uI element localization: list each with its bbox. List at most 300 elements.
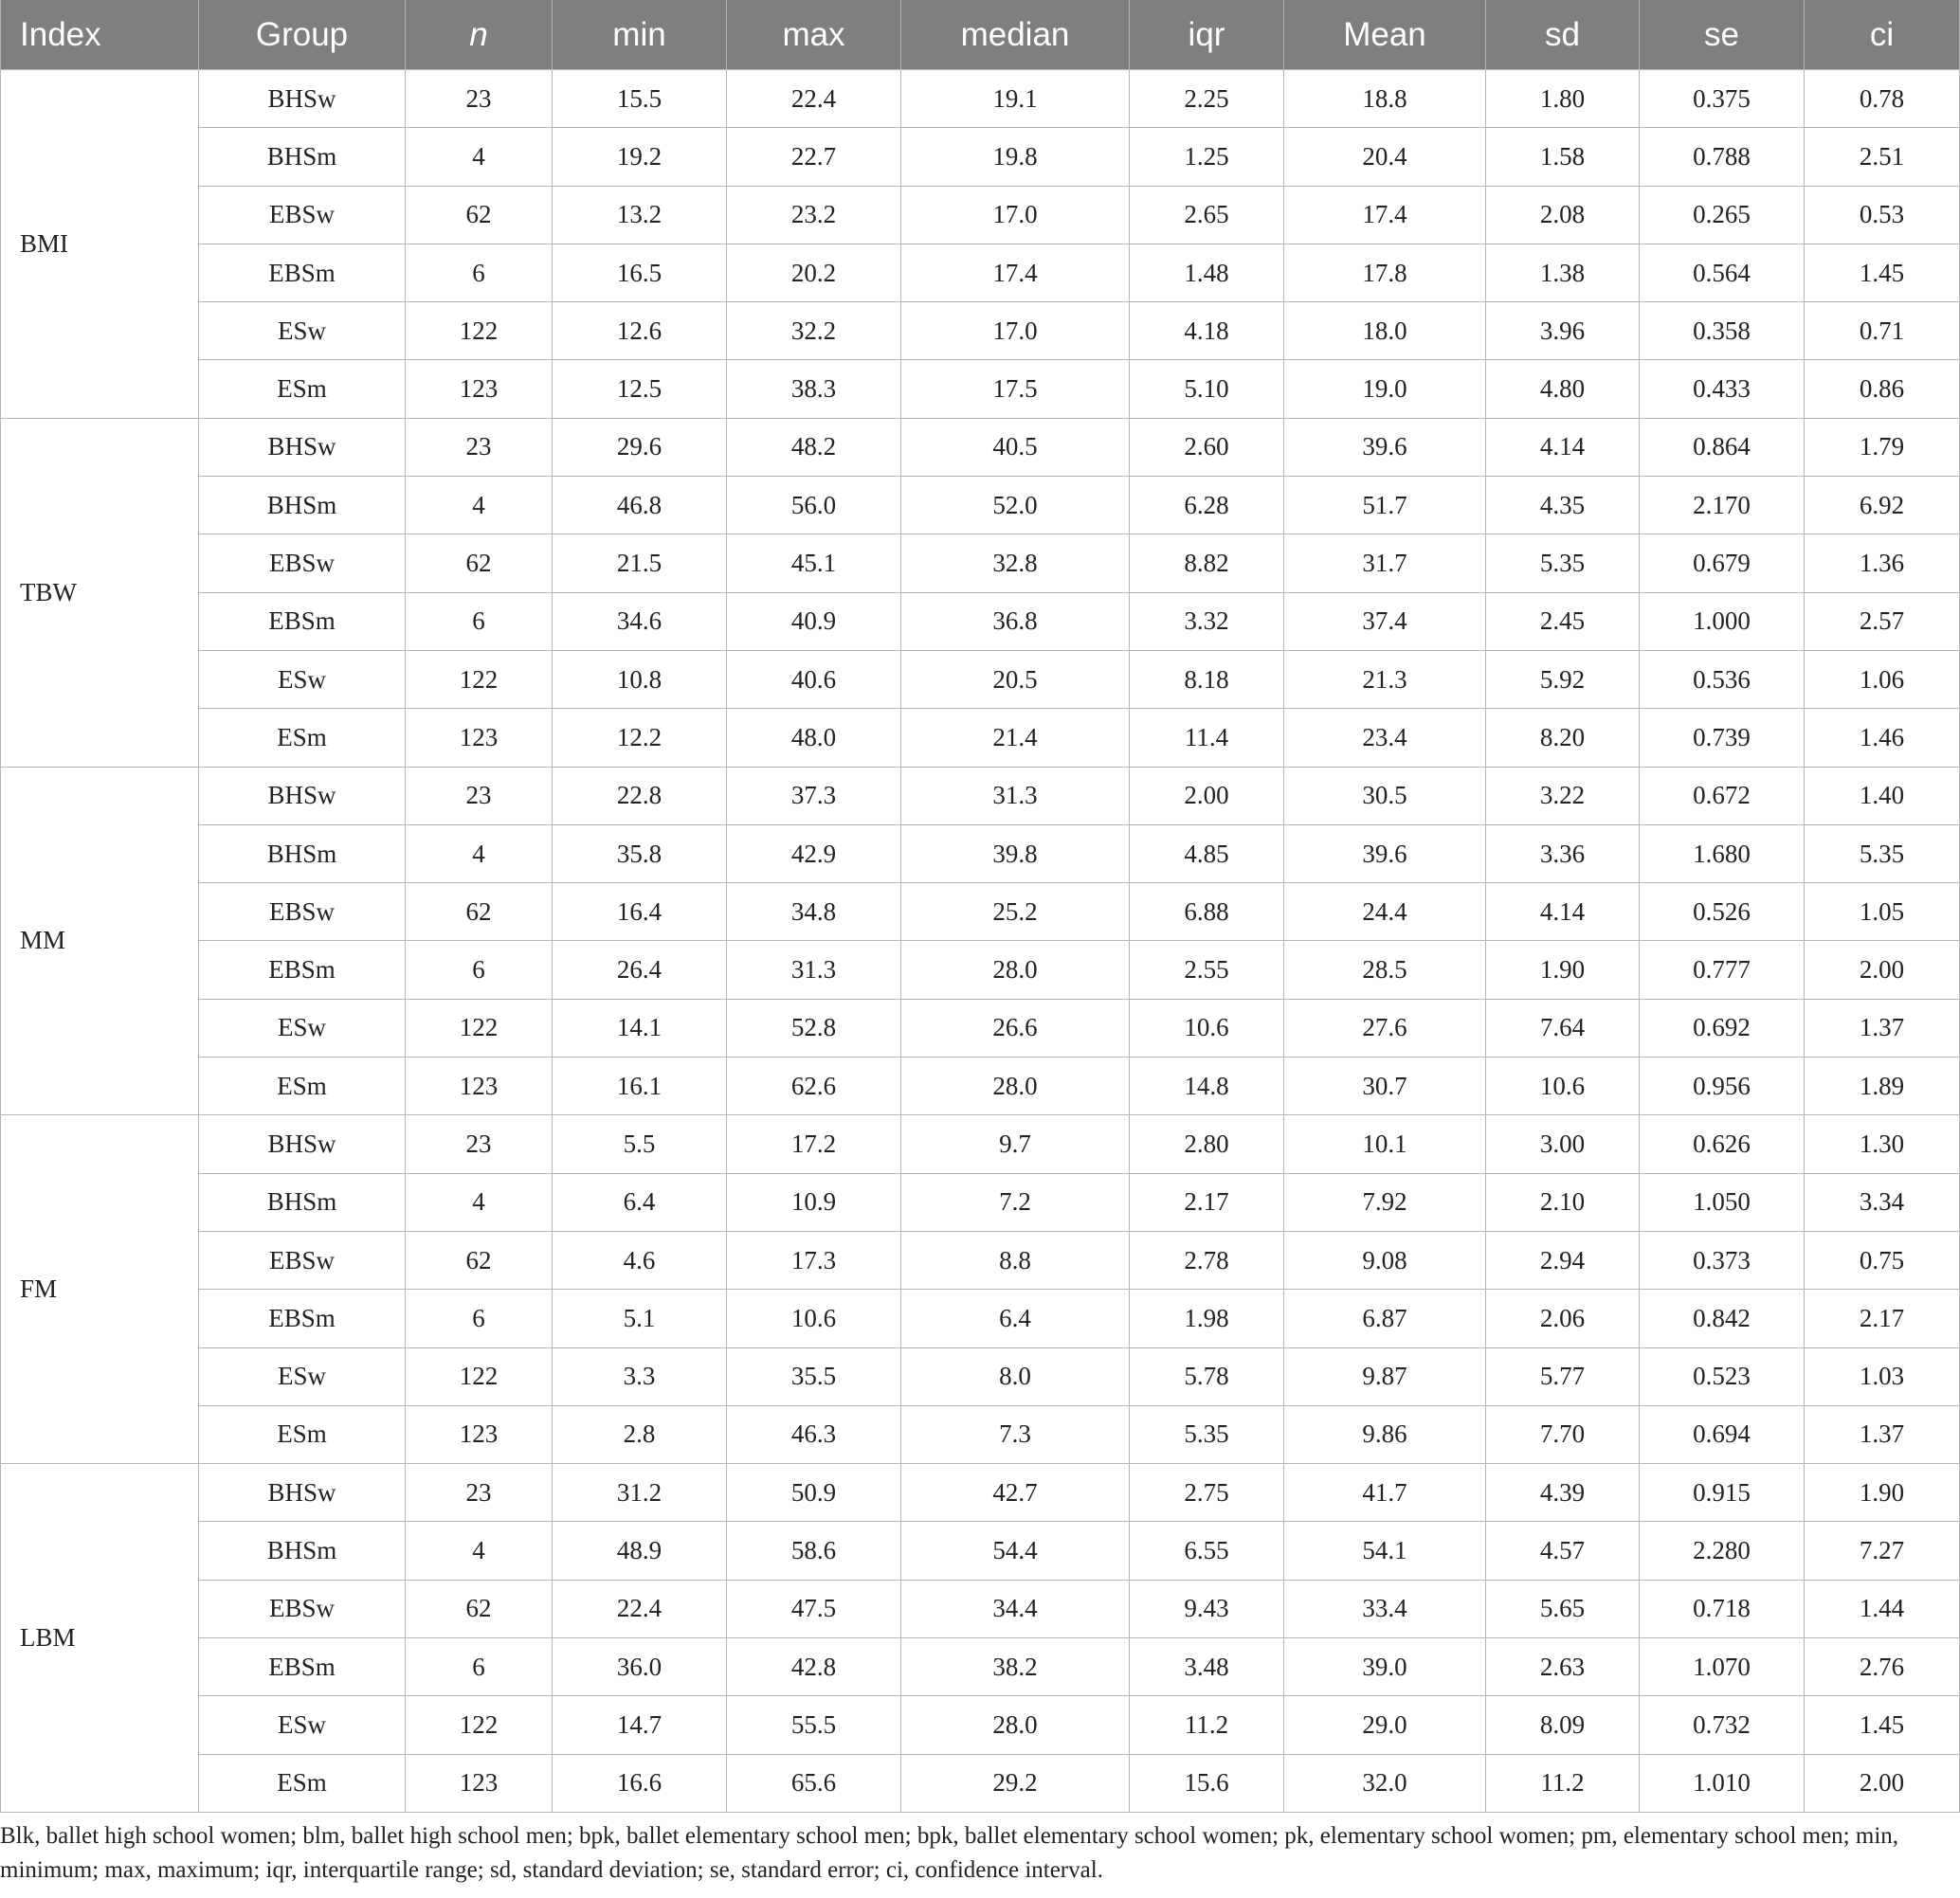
ci-cell: 1.45 bbox=[1805, 1696, 1960, 1754]
table-row bbox=[1, 1696, 1960, 1754]
table-row bbox=[1, 1754, 1960, 1812]
min-cell: 48.9 bbox=[553, 1522, 727, 1580]
table-row bbox=[1, 1173, 1960, 1231]
table-row bbox=[1, 1115, 1960, 1173]
iqr-cell: 6.55 bbox=[1130, 1522, 1284, 1580]
group-cell: ESw bbox=[199, 1347, 406, 1405]
sd-cell: 1.80 bbox=[1486, 70, 1640, 128]
median-cell: 54.4 bbox=[901, 1522, 1130, 1580]
max-cell: 23.2 bbox=[727, 186, 901, 244]
median-cell: 39.8 bbox=[901, 824, 1130, 882]
median-cell: 40.5 bbox=[901, 418, 1130, 476]
group-cell: EBSw bbox=[199, 534, 406, 592]
min-cell: 4.6 bbox=[553, 1231, 727, 1289]
table-row bbox=[1, 1347, 1960, 1405]
iqr-cell: 5.35 bbox=[1130, 1405, 1284, 1463]
min-cell: 21.5 bbox=[553, 534, 727, 592]
max-cell: 65.6 bbox=[727, 1754, 901, 1812]
table-row bbox=[1, 70, 1960, 128]
se-cell: 1.000 bbox=[1640, 592, 1805, 650]
table-row bbox=[1, 941, 1960, 999]
iqr-cell: 11.4 bbox=[1130, 709, 1284, 767]
ci-cell: 1.46 bbox=[1805, 709, 1960, 767]
median-cell: 28.0 bbox=[901, 941, 1130, 999]
n-cell: 6 bbox=[406, 1290, 553, 1347]
sd-cell: 4.14 bbox=[1486, 883, 1640, 941]
ci-cell: 5.35 bbox=[1805, 824, 1960, 882]
table-row bbox=[1, 824, 1960, 882]
mean-cell: 39.6 bbox=[1284, 824, 1486, 882]
ci-cell: 1.40 bbox=[1805, 767, 1960, 824]
sd-cell: 8.09 bbox=[1486, 1696, 1640, 1754]
n-cell: 4 bbox=[406, 1522, 553, 1580]
mean-cell: 31.7 bbox=[1284, 534, 1486, 592]
table-row bbox=[1, 1522, 1960, 1580]
mean-cell: 17.4 bbox=[1284, 186, 1486, 244]
group-cell: EBSm bbox=[199, 1638, 406, 1696]
sd-cell: 5.92 bbox=[1486, 650, 1640, 708]
sd-cell: 4.57 bbox=[1486, 1522, 1640, 1580]
min-cell: 35.8 bbox=[553, 824, 727, 882]
mean-cell: 27.6 bbox=[1284, 999, 1486, 1057]
iqr-cell: 2.00 bbox=[1130, 767, 1284, 824]
median-cell: 28.0 bbox=[901, 1696, 1130, 1754]
sd-cell: 1.38 bbox=[1486, 244, 1640, 301]
n-cell: 123 bbox=[406, 1754, 553, 1812]
sd-cell: 2.45 bbox=[1486, 592, 1640, 650]
median-cell: 26.6 bbox=[901, 999, 1130, 1057]
group-cell: EBSw bbox=[199, 1580, 406, 1637]
sd-cell: 2.08 bbox=[1486, 186, 1640, 244]
se-cell: 1.050 bbox=[1640, 1173, 1805, 1231]
max-cell: 32.2 bbox=[727, 302, 901, 360]
iqr-cell: 4.18 bbox=[1130, 302, 1284, 360]
table-row bbox=[1, 709, 1960, 767]
se-cell: 0.842 bbox=[1640, 1290, 1805, 1347]
group-cell: ESm bbox=[199, 1057, 406, 1115]
mean-cell: 9.08 bbox=[1284, 1231, 1486, 1289]
ci-cell: 1.05 bbox=[1805, 883, 1960, 941]
max-cell: 58.6 bbox=[727, 1522, 901, 1580]
se-cell: 0.788 bbox=[1640, 128, 1805, 186]
sd-cell: 3.96 bbox=[1486, 302, 1640, 360]
ci-cell: 7.27 bbox=[1805, 1522, 1960, 1580]
mean-cell: 18.0 bbox=[1284, 302, 1486, 360]
table-footnote: Blk, ballet high school women; blm, ballet high school men; bpk, ballet elementary school men; bpk, ballet elementary school women; pk, elementary school women; pm, elementary school men; min, minimum; max, maximum; iqr, interquartile range; sd, standard deviation; se, standard error; ci, confidence interval. bbox=[0, 1823, 1899, 1883]
min-cell: 14.7 bbox=[553, 1696, 727, 1754]
se-cell: 0.375 bbox=[1640, 70, 1805, 128]
sd-cell: 2.06 bbox=[1486, 1290, 1640, 1347]
max-cell: 10.9 bbox=[727, 1173, 901, 1231]
sd-cell: 4.80 bbox=[1486, 360, 1640, 418]
table-row bbox=[1, 128, 1960, 186]
se-cell: 0.672 bbox=[1640, 767, 1805, 824]
group-cell: ESm bbox=[199, 360, 406, 418]
header-iqr: iqr bbox=[1130, 0, 1284, 70]
table-row bbox=[1, 999, 1960, 1057]
median-cell: 20.5 bbox=[901, 650, 1130, 708]
se-cell: 0.777 bbox=[1640, 941, 1805, 999]
group-cell: EBSm bbox=[199, 941, 406, 999]
max-cell: 20.2 bbox=[727, 244, 901, 301]
sd-cell: 2.94 bbox=[1486, 1231, 1640, 1289]
sd-cell: 11.2 bbox=[1486, 1754, 1640, 1812]
sd-cell: 8.20 bbox=[1486, 709, 1640, 767]
max-cell: 17.2 bbox=[727, 1115, 901, 1173]
n-cell: 62 bbox=[406, 1580, 553, 1637]
table-row bbox=[1, 1638, 1960, 1696]
se-cell: 0.358 bbox=[1640, 302, 1805, 360]
sd-cell: 5.65 bbox=[1486, 1580, 1640, 1637]
n-cell: 6 bbox=[406, 244, 553, 301]
header-median: median bbox=[901, 0, 1130, 70]
iqr-cell: 2.55 bbox=[1130, 941, 1284, 999]
group-cell: ESw bbox=[199, 999, 406, 1057]
n-cell: 4 bbox=[406, 824, 553, 882]
ci-cell: 1.37 bbox=[1805, 999, 1960, 1057]
table-row bbox=[1, 302, 1960, 360]
iqr-cell: 1.98 bbox=[1130, 1290, 1284, 1347]
min-cell: 16.6 bbox=[553, 1754, 727, 1812]
ci-cell: 0.53 bbox=[1805, 186, 1960, 244]
group-cell: EBSm bbox=[199, 244, 406, 301]
min-cell: 22.8 bbox=[553, 767, 727, 824]
mean-cell: 30.7 bbox=[1284, 1057, 1486, 1115]
max-cell: 48.0 bbox=[727, 709, 901, 767]
table-row bbox=[1, 360, 1960, 418]
min-cell: 16.5 bbox=[553, 244, 727, 301]
sd-cell: 7.64 bbox=[1486, 999, 1640, 1057]
ci-cell: 0.78 bbox=[1805, 70, 1960, 128]
se-cell: 0.626 bbox=[1640, 1115, 1805, 1173]
se-cell: 0.732 bbox=[1640, 1696, 1805, 1754]
mean-cell: 39.6 bbox=[1284, 418, 1486, 476]
n-cell: 123 bbox=[406, 709, 553, 767]
median-cell: 7.2 bbox=[901, 1173, 1130, 1231]
se-cell: 0.864 bbox=[1640, 418, 1805, 476]
header-index: Index bbox=[1, 0, 199, 70]
median-cell: 8.8 bbox=[901, 1231, 1130, 1289]
group-cell: BHSm bbox=[199, 824, 406, 882]
group-cell: ESm bbox=[199, 1405, 406, 1463]
min-cell: 5.1 bbox=[553, 1290, 727, 1347]
mean-cell: 32.0 bbox=[1284, 1754, 1486, 1812]
se-cell: 0.564 bbox=[1640, 244, 1805, 301]
median-cell: 21.4 bbox=[901, 709, 1130, 767]
median-cell: 29.2 bbox=[901, 1754, 1130, 1812]
n-cell: 6 bbox=[406, 1638, 553, 1696]
n-cell: 62 bbox=[406, 1231, 553, 1289]
max-cell: 22.7 bbox=[727, 128, 901, 186]
mean-cell: 9.86 bbox=[1284, 1405, 1486, 1463]
max-cell: 46.3 bbox=[727, 1405, 901, 1463]
header-mean: Mean bbox=[1284, 0, 1486, 70]
group-cell: EBSm bbox=[199, 592, 406, 650]
n-cell: 122 bbox=[406, 302, 553, 360]
min-cell: 5.5 bbox=[553, 1115, 727, 1173]
group-cell: BHSw bbox=[199, 70, 406, 128]
table-row bbox=[1, 1290, 1960, 1347]
min-cell: 19.2 bbox=[553, 128, 727, 186]
group-cell: BHSm bbox=[199, 1173, 406, 1231]
iqr-cell: 2.17 bbox=[1130, 1173, 1284, 1231]
median-cell: 19.8 bbox=[901, 128, 1130, 186]
se-cell: 0.373 bbox=[1640, 1231, 1805, 1289]
mean-cell: 39.0 bbox=[1284, 1638, 1486, 1696]
max-cell: 38.3 bbox=[727, 360, 901, 418]
group-cell: EBSw bbox=[199, 1231, 406, 1289]
median-cell: 25.2 bbox=[901, 883, 1130, 941]
min-cell: 46.8 bbox=[553, 477, 727, 534]
median-cell: 19.1 bbox=[901, 70, 1130, 128]
mean-cell: 28.5 bbox=[1284, 941, 1486, 999]
table-body bbox=[1, 70, 1960, 1813]
max-cell: 37.3 bbox=[727, 767, 901, 824]
mean-cell: 9.87 bbox=[1284, 1347, 1486, 1405]
se-cell: 2.170 bbox=[1640, 477, 1805, 534]
min-cell: 31.2 bbox=[553, 1464, 727, 1522]
min-cell: 12.5 bbox=[553, 360, 727, 418]
ci-cell: 1.30 bbox=[1805, 1115, 1960, 1173]
iqr-cell: 8.18 bbox=[1130, 650, 1284, 708]
iqr-cell: 9.43 bbox=[1130, 1580, 1284, 1637]
sd-cell: 7.70 bbox=[1486, 1405, 1640, 1463]
median-cell: 36.8 bbox=[901, 592, 1130, 650]
ci-cell: 0.86 bbox=[1805, 360, 1960, 418]
min-cell: 26.4 bbox=[553, 941, 727, 999]
n-cell: 23 bbox=[406, 70, 553, 128]
median-cell: 17.0 bbox=[901, 186, 1130, 244]
iqr-cell: 3.32 bbox=[1130, 592, 1284, 650]
iqr-cell: 1.48 bbox=[1130, 244, 1284, 301]
n-cell: 62 bbox=[406, 883, 553, 941]
se-cell: 0.692 bbox=[1640, 999, 1805, 1057]
iqr-cell: 15.6 bbox=[1130, 1754, 1284, 1812]
header-se: se bbox=[1640, 0, 1805, 70]
ci-cell: 1.03 bbox=[1805, 1347, 1960, 1405]
mean-cell: 23.4 bbox=[1284, 709, 1486, 767]
min-cell: 6.4 bbox=[553, 1173, 727, 1231]
max-cell: 48.2 bbox=[727, 418, 901, 476]
max-cell: 10.6 bbox=[727, 1290, 901, 1347]
mean-cell: 10.1 bbox=[1284, 1115, 1486, 1173]
n-cell: 23 bbox=[406, 767, 553, 824]
median-cell: 7.3 bbox=[901, 1405, 1130, 1463]
ci-cell: 0.75 bbox=[1805, 1231, 1960, 1289]
sd-cell: 1.90 bbox=[1486, 941, 1640, 999]
group-cell: BHSw bbox=[199, 1464, 406, 1522]
max-cell: 35.5 bbox=[727, 1347, 901, 1405]
max-cell: 17.3 bbox=[727, 1231, 901, 1289]
sd-cell: 10.6 bbox=[1486, 1057, 1640, 1115]
se-cell: 0.915 bbox=[1640, 1464, 1805, 1522]
mean-cell: 33.4 bbox=[1284, 1580, 1486, 1637]
iqr-cell: 5.10 bbox=[1130, 360, 1284, 418]
group-cell: EBSw bbox=[199, 883, 406, 941]
n-cell: 23 bbox=[406, 418, 553, 476]
mean-cell: 24.4 bbox=[1284, 883, 1486, 941]
median-cell: 17.0 bbox=[901, 302, 1130, 360]
header-ci: ci bbox=[1805, 0, 1960, 70]
ci-cell: 1.45 bbox=[1805, 244, 1960, 301]
n-cell: 23 bbox=[406, 1115, 553, 1173]
sd-cell: 2.63 bbox=[1486, 1638, 1640, 1696]
table-row bbox=[1, 1464, 1960, 1522]
sd-cell: 3.00 bbox=[1486, 1115, 1640, 1173]
mean-cell: 29.0 bbox=[1284, 1696, 1486, 1754]
table-row bbox=[1, 244, 1960, 301]
n-cell: 123 bbox=[406, 1057, 553, 1115]
group-cell: EBSm bbox=[199, 1290, 406, 1347]
iqr-cell: 1.25 bbox=[1130, 128, 1284, 186]
median-cell: 28.0 bbox=[901, 1057, 1130, 1115]
iqr-cell: 5.78 bbox=[1130, 1347, 1284, 1405]
min-cell: 2.8 bbox=[553, 1405, 727, 1463]
iqr-cell: 4.85 bbox=[1130, 824, 1284, 882]
max-cell: 42.9 bbox=[727, 824, 901, 882]
max-cell: 50.9 bbox=[727, 1464, 901, 1522]
min-cell: 10.8 bbox=[553, 650, 727, 708]
median-cell: 38.2 bbox=[901, 1638, 1130, 1696]
sd-cell: 4.39 bbox=[1486, 1464, 1640, 1522]
ci-cell: 1.37 bbox=[1805, 1405, 1960, 1463]
group-cell: BHSw bbox=[199, 1115, 406, 1173]
sd-cell: 3.36 bbox=[1486, 824, 1640, 882]
group-cell: BHSm bbox=[199, 477, 406, 534]
ci-cell: 1.06 bbox=[1805, 650, 1960, 708]
mean-cell: 7.92 bbox=[1284, 1173, 1486, 1231]
max-cell: 47.5 bbox=[727, 1580, 901, 1637]
ci-cell: 2.57 bbox=[1805, 592, 1960, 650]
header-max: max bbox=[727, 0, 901, 70]
max-cell: 56.0 bbox=[727, 477, 901, 534]
max-cell: 42.8 bbox=[727, 1638, 901, 1696]
median-cell: 9.7 bbox=[901, 1115, 1130, 1173]
median-cell: 6.4 bbox=[901, 1290, 1130, 1347]
iqr-cell: 14.8 bbox=[1130, 1057, 1284, 1115]
ci-cell: 1.44 bbox=[1805, 1580, 1960, 1637]
mean-cell: 37.4 bbox=[1284, 592, 1486, 650]
group-cell: ESm bbox=[199, 1754, 406, 1812]
se-cell: 0.536 bbox=[1640, 650, 1805, 708]
min-cell: 16.4 bbox=[553, 883, 727, 941]
max-cell: 40.6 bbox=[727, 650, 901, 708]
iqr-cell: 2.60 bbox=[1130, 418, 1284, 476]
n-cell: 123 bbox=[406, 1405, 553, 1463]
n-cell: 122 bbox=[406, 1347, 553, 1405]
mean-cell: 21.3 bbox=[1284, 650, 1486, 708]
max-cell: 31.3 bbox=[727, 941, 901, 999]
table-row bbox=[1, 592, 1960, 650]
min-cell: 15.5 bbox=[553, 70, 727, 128]
ci-cell: 0.71 bbox=[1805, 302, 1960, 360]
sd-cell: 1.58 bbox=[1486, 128, 1640, 186]
iqr-cell: 10.6 bbox=[1130, 999, 1284, 1057]
ci-cell: 1.79 bbox=[1805, 418, 1960, 476]
iqr-cell: 2.80 bbox=[1130, 1115, 1284, 1173]
ci-cell: 2.00 bbox=[1805, 941, 1960, 999]
group-cell: ESw bbox=[199, 302, 406, 360]
header-min: min bbox=[553, 0, 727, 70]
ci-cell: 2.00 bbox=[1805, 1754, 1960, 1812]
group-cell: BHSw bbox=[199, 418, 406, 476]
table-row bbox=[1, 534, 1960, 592]
group-cell: ESw bbox=[199, 1696, 406, 1754]
mean-cell: 54.1 bbox=[1284, 1522, 1486, 1580]
table-row bbox=[1, 767, 1960, 824]
ci-cell: 1.89 bbox=[1805, 1057, 1960, 1115]
mean-cell: 30.5 bbox=[1284, 767, 1486, 824]
table-row bbox=[1, 186, 1960, 244]
n-cell: 62 bbox=[406, 186, 553, 244]
mean-cell: 41.7 bbox=[1284, 1464, 1486, 1522]
min-cell: 14.1 bbox=[553, 999, 727, 1057]
sd-cell: 4.14 bbox=[1486, 418, 1640, 476]
se-cell: 0.265 bbox=[1640, 186, 1805, 244]
group-cell: BHSw bbox=[199, 767, 406, 824]
max-cell: 55.5 bbox=[727, 1696, 901, 1754]
table-row bbox=[1, 477, 1960, 534]
ci-cell: 2.76 bbox=[1805, 1638, 1960, 1696]
index-cell: LBM bbox=[1, 1464, 199, 1813]
table-row bbox=[1, 1231, 1960, 1289]
sd-cell: 5.35 bbox=[1486, 534, 1640, 592]
sd-cell: 4.35 bbox=[1486, 477, 1640, 534]
sd-cell: 5.77 bbox=[1486, 1347, 1640, 1405]
se-cell: 2.280 bbox=[1640, 1522, 1805, 1580]
n-cell: 6 bbox=[406, 592, 553, 650]
group-cell: ESw bbox=[199, 650, 406, 708]
ci-cell: 3.34 bbox=[1805, 1173, 1960, 1231]
min-cell: 12.2 bbox=[553, 709, 727, 767]
iqr-cell: 2.65 bbox=[1130, 186, 1284, 244]
se-cell: 0.718 bbox=[1640, 1580, 1805, 1637]
ci-cell: 2.51 bbox=[1805, 128, 1960, 186]
mean-cell: 19.0 bbox=[1284, 360, 1486, 418]
iqr-cell: 2.78 bbox=[1130, 1231, 1284, 1289]
n-cell: 123 bbox=[406, 360, 553, 418]
max-cell: 40.9 bbox=[727, 592, 901, 650]
ci-cell: 1.90 bbox=[1805, 1464, 1960, 1522]
n-cell: 62 bbox=[406, 534, 553, 592]
ci-cell: 2.17 bbox=[1805, 1290, 1960, 1347]
iqr-cell: 2.25 bbox=[1130, 70, 1284, 128]
iqr-cell: 3.48 bbox=[1130, 1638, 1284, 1696]
n-cell: 4 bbox=[406, 1173, 553, 1231]
iqr-cell: 2.75 bbox=[1130, 1464, 1284, 1522]
se-cell: 0.433 bbox=[1640, 360, 1805, 418]
min-cell: 22.4 bbox=[553, 1580, 727, 1637]
n-cell: 4 bbox=[406, 477, 553, 534]
iqr-cell: 6.88 bbox=[1130, 883, 1284, 941]
median-cell: 8.0 bbox=[901, 1347, 1130, 1405]
median-cell: 17.4 bbox=[901, 244, 1130, 301]
se-cell: 0.739 bbox=[1640, 709, 1805, 767]
table-row bbox=[1, 883, 1960, 941]
n-cell: 23 bbox=[406, 1464, 553, 1522]
max-cell: 34.8 bbox=[727, 883, 901, 941]
se-cell: 0.694 bbox=[1640, 1405, 1805, 1463]
n-cell: 122 bbox=[406, 1696, 553, 1754]
table-row bbox=[1, 1405, 1960, 1463]
table-row bbox=[1, 1580, 1960, 1637]
index-cell: TBW bbox=[1, 418, 199, 767]
iqr-cell: 11.2 bbox=[1130, 1696, 1284, 1754]
median-cell: 52.0 bbox=[901, 477, 1130, 534]
se-cell: 0.523 bbox=[1640, 1347, 1805, 1405]
max-cell: 45.1 bbox=[727, 534, 901, 592]
median-cell: 32.8 bbox=[901, 534, 1130, 592]
